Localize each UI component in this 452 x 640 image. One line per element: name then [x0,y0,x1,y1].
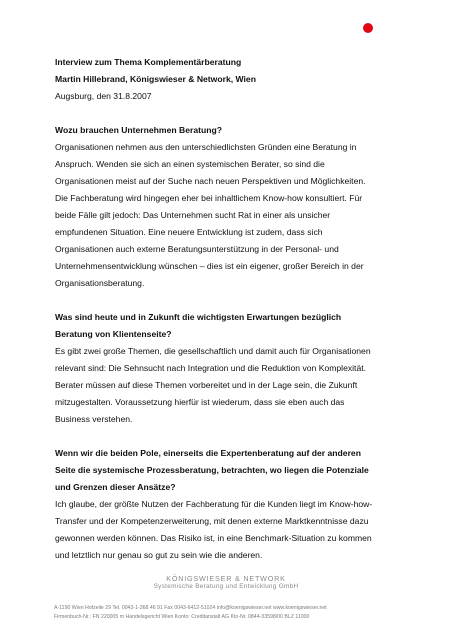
question-line: Beratung von Klientenseite? [55,329,172,339]
answer-line: Es gibt zwei große Themen, die gesellschaftlich und damit auch für Organisationen [55,346,371,356]
document-title: Interview zum Thema Komplementärberatung [55,57,242,67]
answer-line: gewonnen werden können. Das Risiko ist, in eine Benchmark-Situation zu kommen [55,533,372,543]
date-line: Augsburg, den 31.8.2007 [55,91,152,101]
answer-line: Unternehmensentwicklung wünschen – dies ist ein eigener, großer Bereich in der [55,261,364,271]
answer-line: relevant sind: Die Sehnsucht nach Integration und die Reduktion von Komplexität. [55,363,366,373]
answer-line: Organisationen meist auf der Suche nach neuen Perspektiven und Möglichkeiten. [55,176,366,186]
answer-line: empfundenen Situation. Eine neuere Entwicklung ist zudem, dass sich [55,227,323,237]
footer-address-line: A-1190 Wien Hofzeile 29 Tel. 0043-1-368 46 91 Fax 0043-6412-51024 info@koenigswieser.net www.koenigswieser.net [54,605,327,611]
interviewee-line: Martin Hillebrand, Königswieser & Network, Wien [55,74,256,84]
footer-brand-name: KÖNIGSWIESER & NETWORK [166,574,286,583]
question-line: Was sind heute und in Zukunft die wichtigsten Erwartungen bezüglich [55,312,342,322]
answer-line: Die Fachberatung wird hingegen eher bei inhaltlichem Know-how konsultiert. Für [55,193,363,203]
question-line: und Grenzen dieser Ansätze? [55,482,176,492]
section-spacer [55,428,407,445]
answer-line: Organisationen nehmen aus den unterschiedlichsten Gründen eine Beratung in [55,142,357,152]
answer-line: Business verstehen. [55,414,133,424]
footer-brand-tagline: Systemische Beratung und Entwicklung GmbH [153,583,299,590]
question-line: Wenn wir die beiden Pole, einerseits die Expertenberatung auf der anderen [55,448,361,458]
answer-line: Organisationsberatung. [55,278,145,288]
interview-sections [55,105,407,564]
question-line: Seite die systemische Prozessberatung, betrachten, wo liegen die Potenziale [55,465,369,475]
document-body [55,54,407,564]
answer-line: Organisationen auch externe Beratungsunterstützung in der Personal- und [55,244,339,254]
answer-line: Berater müssen auf diese Themen vorbereitet und in der Lage sein, die Zukunft [55,380,358,390]
answer-line: Anspruch. Wenden sie sich an einen systemischen Berater, so sind die [55,159,325,169]
section-spacer [55,105,407,122]
answer-line: und letztlich nur genau so gut zu sein wie die anderen. [55,550,263,560]
question-line: Wozu brauchen Unternehmen Beratung? [55,125,222,135]
brand-red-dot [363,23,373,33]
section-spacer [55,292,407,309]
answer-line: Transfer und der Kompetenzerweiterung, mit denen externe Marktkenntnisse dazu [55,516,369,526]
answer-line: mitzugestalten. Voraussetzung hierfür ist wiederum, dass sie eben auch das [55,397,345,407]
answer-line: beide Fälle gilt jedoch: Das Unternehmen sucht Rat in einer als unsicher [55,210,331,220]
footer-registry-line: Firmenbuch-Nr.: FN 220005 m Handelsgericht Wien Konto: Creditanstalt AG Kto-Nr. 0844-33598/00 BLZ 11000 [54,614,310,620]
answer-line: Ich glaube, der größte Nutzen der Fachberatung für die Kunden liegt im Know-how- [55,499,373,509]
